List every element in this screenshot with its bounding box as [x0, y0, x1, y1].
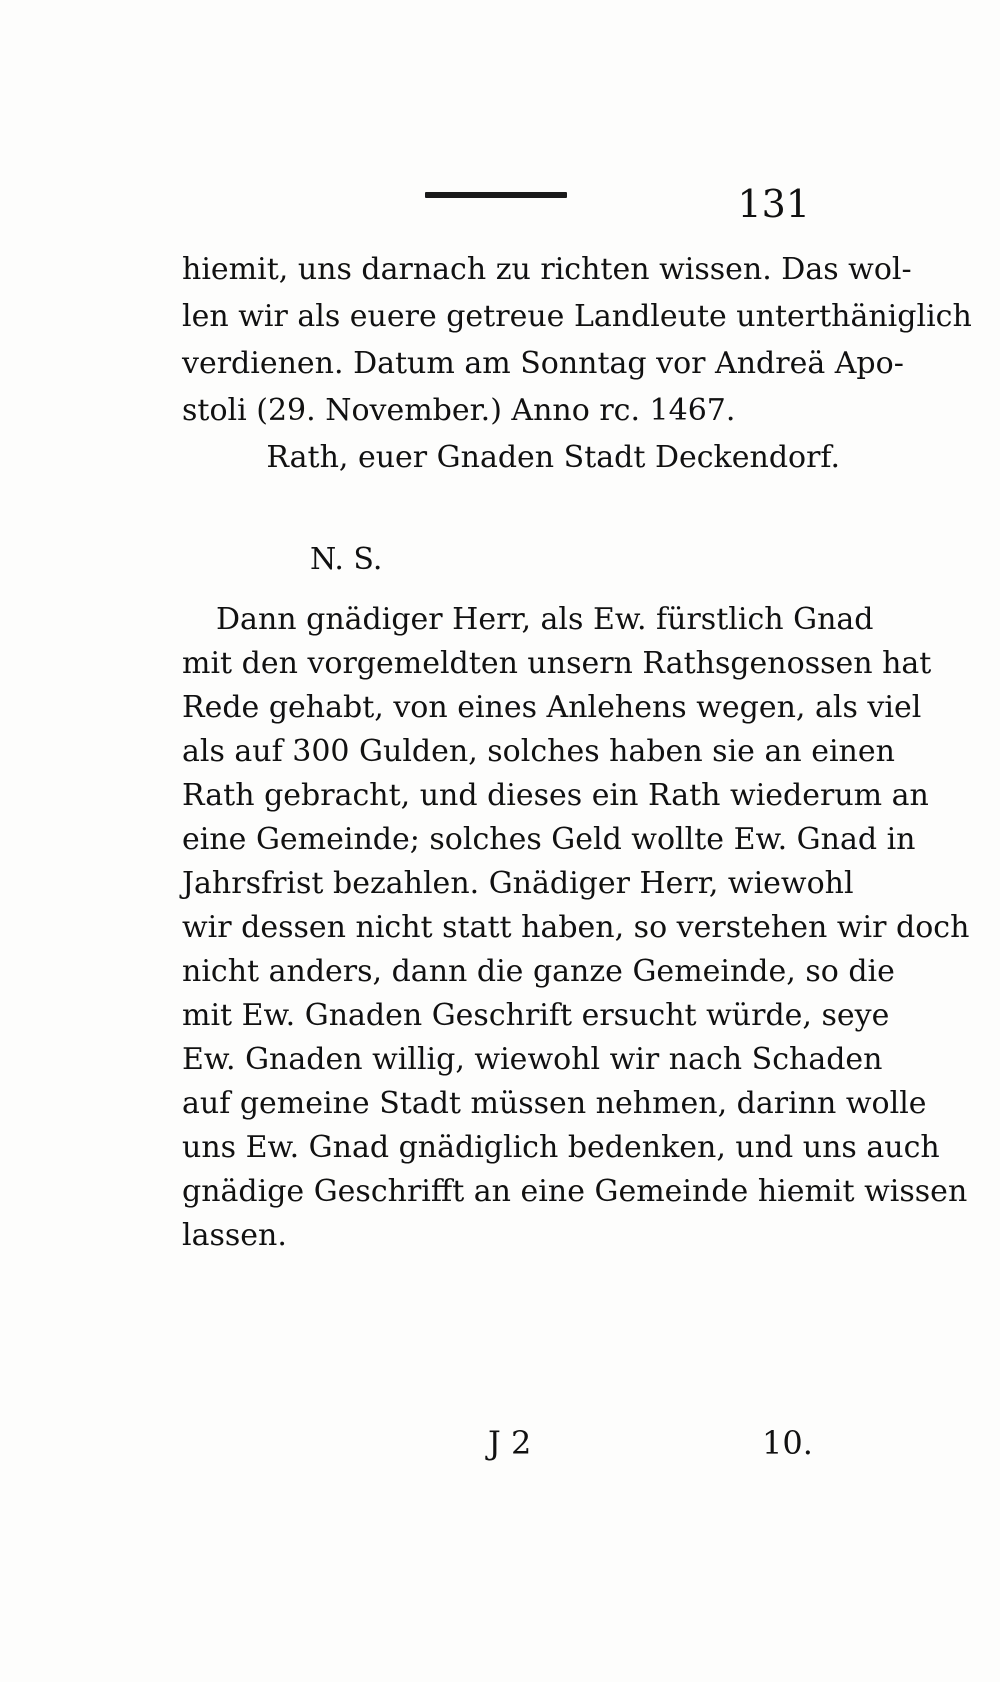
catchword: 10.	[762, 1424, 813, 1462]
text-line: mit den vorgemeldten unsern Rathsgenossen hat	[182, 646, 932, 681]
text-line: als auf 300 Gulden, solches haben sie an einen	[182, 734, 895, 769]
text-line: len wir als euere getreue Landleute unterthäniglich	[182, 299, 972, 334]
page-number: 131	[737, 182, 810, 226]
text-line: wir dessen nicht statt haben, so verstehen wir doch	[182, 910, 970, 945]
text-line: gnädige Geschrifft an eine Gemeinde hiemit wissen	[182, 1174, 968, 1209]
text-line: mit Ew. Gnaden Geschrift ersucht würde, seye	[182, 998, 890, 1033]
text-line: verdienen. Datum am Sonntag vor Andreä Apo-	[182, 346, 904, 381]
text-line: Jahrsfrist bezahlen. Gnädiger Herr, wiewohl	[182, 866, 854, 901]
text-line: uns Ew. Gnad gnädiglich bedenken, und uns auch	[182, 1130, 940, 1165]
header-rule	[425, 192, 567, 198]
text-line: stoli (29. November.) Anno rc. 1467.	[182, 393, 736, 428]
text-line: Rede gehabt, von eines Anlehens wegen, als viel	[182, 690, 922, 725]
text-line: Ew. Gnaden willig, wiewohl wir nach Schaden	[182, 1042, 883, 1077]
text-line: eine Gemeinde; solches Geld wollte Ew. Gnad in	[182, 822, 916, 857]
section-heading: N. S.	[310, 542, 383, 577]
text-line: Rath gebracht, und dieses ein Rath wiederum an	[182, 778, 929, 813]
letter-signature: Rath, euer Gnaden Stadt Deckendorf.	[266, 440, 840, 475]
text-line: nicht anders, dann die ganze Gemeinde, so die	[182, 954, 895, 989]
text-line: auf gemeine Stadt müssen nehmen, darinn wolle	[182, 1086, 927, 1121]
text-line: lassen.	[182, 1218, 287, 1253]
text-line: Dann gnädiger Herr, als Ew. fürstlich Gnad	[216, 602, 874, 637]
text-line: hiemit, uns darnach zu richten wissen. Das wol-	[182, 252, 912, 287]
signature-mark: J 2	[488, 1424, 532, 1462]
